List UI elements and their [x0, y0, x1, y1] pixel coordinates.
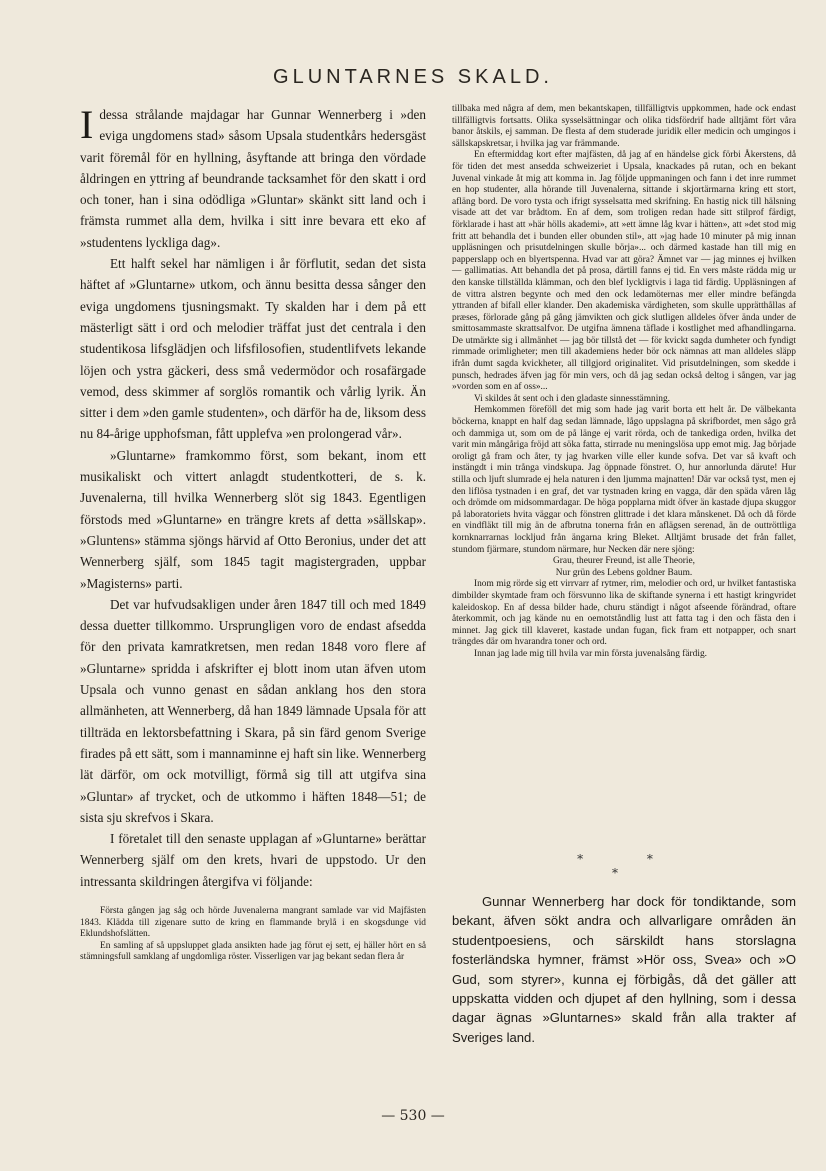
paragraph-3: »Gluntarne» framkommo först, som bekant, inom ett musikaliskt och vittert anlagdt studentkotteri, de s. k. Juvenalerna, till hvilka Wennerberg slöt sig 1843. Egentligen förstods med »Gluntarne» en trängre krets af detta »sällskap». »Gluntens» stämma sjöngs härvid af Otto Beronius, under det att Wennerberg själf, som 1845 tagit magistergraden, uppbar »Magisterns» parti. — [80, 447, 426, 591]
left-column — [80, 104, 426, 964]
paragraph-2: Ett halft sekel har nämligen i år förflutit, sedan det sista häftet af »Gluntarne» utkom, och ännu besitta dessa sånger den eviga ungdomens tjusningsmakt. Ty skalden har i dem på ett mästerligt sätt i ord och melodier träffat just det centrala i den studentikosa lifsglädjen och lifsfilosofien, studentlifvets lekande löjen och ystra gäckeri, dess små vedermödor och rosafärgade vemod, dess skimmer af sorglös romantik och vårlig lyrik. Än sitter i dem »den gamle studenten», och därför ha de, liksom dess nu 84-årige upphofsman, fått upplefva »en prolongerad vår». — [80, 256, 426, 442]
paragraph-intro-text: dessa strålande majdagar har Gunnar Wennerberg i »den eviga ungdomens stad» såsom Upsala studentkårs hedersgäst varit föremål för en hyllning, åsyftande att bringa den vördade åldringen en yttring af beundrande tacksamhet för den skatt i ord och toner, han i sina odödliga »Gluntar» skänkt sitt land och i främsta rummet alla dem, hvilka i sitt inre bevara ett eko af »studentens lyckliga dag». — [80, 107, 426, 250]
verse-line-2: Nur grün des Lebens goldner Baum. — [555, 567, 693, 578]
quote-paragraph-4: En eftermiddag kort efter majfästen, då jag af en händelse gick förbi Åkerstens, då för tiden det mest ansedda schweizeriet i Upsala, knackades på rutan, och en bekant Juvenal vinkade åt mig att komma in. Jag följde uppmaningen och fann i det inre rummet en hop studenter, alla hörande till Juvenalerna, sittande i skjortärmarna kring ett stort, afläng bord. De voro tysta och ifrigt sysselsatta med skrifning. En hastig nick till hälsning visade att det var brådtom. En af dem, som troligen redan hade sitt stilprof färdigt, förklarade i hast att »här hölls akademi», att »ett ämne låg kvar i hätten», att »det stod mig fritt att behandla det i bunden eller obunden stil», att »jag hade 10 minuter på mig innan uppläsningen och prisutdelningen skulle börja»... och därmed kastade han till mig en papperslapp och en blyertspenna. Hvad var att göra? Ämnet var — jag minnes ej hvilken — gallimatias. Att behandla det på prosa, därtill fanns ej tid. En vers måste rädda mig ur den kanske tillställda klämman, och den blef lyckligtvis i laga tid färdig. Uppläsningen af de vittra alstren begynte och med den ock ledamöternas mer eller mindre befängda yttranden af bifall eller klander. Den akademiska värdigheten, som skulle upprätthållas af præses, förlorade gång på gång jämvikten och gick slutligen alldeles öfver ända under de smittosammaste skrattsalfvor. De utgifna ämnena täflade i kostlighet med afhandlingarna. De utmärkte sig i allmänhet — jag bör tillstå det — för kvickt sagda dumheter och fyndigt rimmade orimligheter; men till akademiens heder bör ock nämnas att man alldeles släpp ifrån dumt sagda kvickheter, all tillgjord originalitet. Vid prisutdelningen, som skedde i punsch, hedrades äfven jag för min vers, och då jag sedan också deltog i sången, var jag »vorden som en af oss»... — [452, 150, 796, 393]
page-number: — 530 — — [381, 1108, 445, 1124]
closing-paragraph: Gunnar Wennerberg har dock för tondiktande, som bekant, äfven sökt andra och allvarligare områden än studentpoesiens, och särskildt hans storslagna fosterländska hymner, främst »Hör oss, Svea» och »O Gud, som styrer», kunna ej förbigås, då det gäller att uppskatta vidden och djupet af den hyllning, som i dessa dagar ägnas »Gluntarnes» skald från alla trakter af Sveriges land. — [452, 894, 796, 1045]
quote-paragraph-3: tillbaka med några af dem, men bekantskapen, tillfälligtvis uppkommen, hade ock endast tillfälligtvis fortsatts. Olika sysselsättningar och olika tidsfördrif hade alltjämt fört våra banor åtskils, ej samman. De flesta af dem studerade juridik eller medicin och umgingos i sällskapskretsar, i hvilka jag var främmande. — [452, 104, 796, 149]
quote-paragraph-1: Första gången jag såg och hörde Juvenalerna mangrant samlade var vid Majfästen 1843. Klädda till zigenare sutto de kring en flammande brylå i en skogsdunge vid Eklundshofslätten. — [80, 905, 426, 940]
paragraph-5: I företalet till den senaste upplagan af »Gluntarne» berättar Wennerberg själf om den krets, hvari de uppstodo. Ur den intressanta skildringen återgifva vi följande: — [80, 831, 426, 889]
quote-paragraph-5: Vi skildes åt sent och i den gladaste sinnesstämning. — [474, 393, 671, 404]
section-divider-stars: * * * — [577, 852, 683, 880]
verse-line-1: Grau, theurer Freund, ist alle Theorie, — [553, 556, 695, 567]
quote-paragraph-8: Innan jag lade mig till hvila var min första juvenalsång färdig. — [474, 648, 708, 659]
paragraph-4: Det var hufvudsakligen under åren 1847 till och med 1849 dessa duetter tillkommo. Ursprungligen voro de endast afsedda för den privata kamratkretsen, men redan 1848 voro flere af »Gluntarne» spridda i afskrifter ej blott inom utan äfven utom Upsala och vunno genast en sådan anklang hos den stora allmänheten, att Wennerberg, då han 1849 lämnade Upsala för att tillträda en lektorsbefattning i Skara, på sin färd genom Sverige firades på ett sätt, som i mannaminne ej haft sin like. Wennerberg lät därför, om ock motvilligt, förmå sig till att utgifva sina »Gluntar» af trycket, och de utkommo i häften 1848—51; de sista sju skrefvos i Skara. — [80, 596, 426, 825]
quote-paragraph-7: Inom mig rörde sig ett virrvarr af rytmer, rim, melodier och ord, ur hvilket fantastiska dimbilder skymtade fram och försvunno lika de skiftande synerna i ett hastigt kringvridet kaleidoskop. En af dessa bilder hade, churu ständigt i något afseende förändrad, oftare återkommit, och jag kände nu en oemotståndlig lust att fatta tag i den och fästa den i minnet. Jag gick till klaveret, kastade undan fugan, fick fram ett notpapper, och snart trängdes där om hvarandra toner och ord. — [452, 579, 796, 648]
paragraph-intro — [80, 104, 426, 253]
article-title: GLUNTARNES SKALD. — [273, 66, 553, 88]
right-column-quote — [452, 104, 796, 661]
quote-paragraph-2: En samling af så uppsluppet glada ansikten hade jag förut ej sett, ej häller hört en så stämningsfull samklang af ungdomliga röster. Visserligen var jag bekant sedan flera år — [80, 940, 426, 963]
quote-paragraph-6: Hemkommen föreföll det mig som hade jag varit borta ett helt år. De välbekanta böckerna, knappt en half dag sedan lämnade, lågo uppslagna på skrifbordet, men sågo grå och dammiga ut, som om de på länge ej varit rörda, och de tankediga orden, hvilka det varit min mångåriga fröjd att söka fatta, stirrade nu meningslösa upp emot mig. Jag började oroligt gå fram och åter, ty jag hvarken ville eller kunde sofva. Det var så kvaft och instängdt i min trånga vindskupa. Jag öppnade fönstret. O, hur annorlunda därute! Hur stilla och ljuft slumrade ej hela naturen i den ljumma majnatten! Där var också tyst, men ej den liflösa tystnaden i en graf, det var tystnaden kring en vagga, där den späda våren låg och drömde om midsommardagar. De höga popplarna midt öfver än kastade djupa skuggor på laboratoriets hvita väggar och fönstren glittrade i det klara månskenet. Då och då förde en vindfläkt till mig än de afbrutna tonerna från en aflägsen serenad, än de outtröttliga kornknarrarnas lockljud från ängarna kring Bleket. Alltjämt brusade det från fallet, stundom fjärmare, stundom närmare, hur Necken där nere sjöng: — [452, 405, 796, 555]
drop-cap: I — [80, 102, 94, 147]
right-column-closing — [452, 892, 796, 1047]
